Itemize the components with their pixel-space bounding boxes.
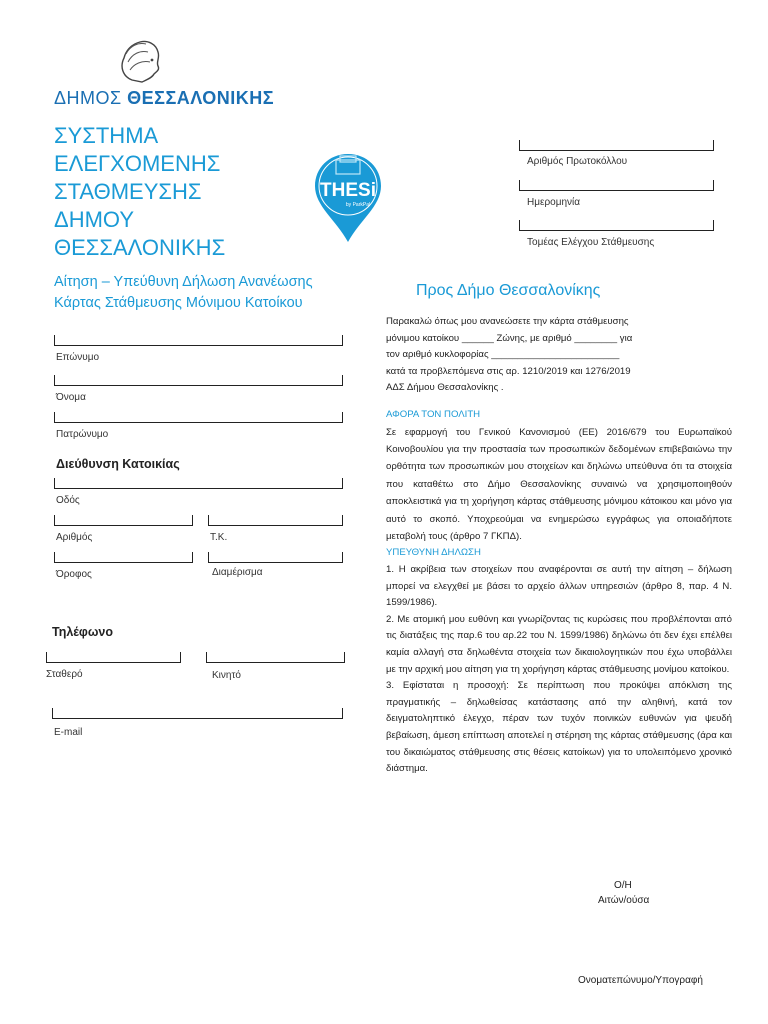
floor-field[interactable] <box>54 552 194 568</box>
citizen-section <box>386 407 732 778</box>
surname-label: Επώνυμο <box>56 352 100 363</box>
postal-code-label: Τ.Κ. <box>210 532 228 543</box>
declaration-item: 2. Με ατομική μου ευθύνη και γνωρίζοντας τις κυρώσεις που προβλέπονται από τις διατάξεις της παρ.6 του αρ.22 του Ν. 1599/1986) δηλώνω ότι δεν έχει επέλθει καμία αλλαγή στα δηλωθέντα στοιχεία των δικαιολογητικών που έχω υποβάλλει με την αρχική μου αίτηση για τη χορήγηση κάρτας στάθμευσης μονίμου κατοίκου. <box>386 613 732 675</box>
municipality-name: ΘΕΣΣΑΛΟΝΙΚΗΣ <box>127 88 275 108</box>
request-line: μόνιμου κατοίκου ______ Ζώνης, με αριθμό ________ για <box>386 332 633 344</box>
address-heading: Διεύθυνση Κατοικίας <box>56 457 180 471</box>
declaration-item: 1. Η ακρίβεια των στοιχείων που αναφέρονται σε αυτή την αίτηση – δήλωση μπορεί να ελεγχθεί με βάσει το αρχείο άλλων υπηρεσιών (άρθρο 8, παρ. 4 Ν. 1599/1986). <box>386 564 732 609</box>
name-label: Όνομα <box>56 392 86 403</box>
request-line: τον αριθμό κυκλοφορίας ________________________ <box>386 349 620 361</box>
protocol-label: Αριθμός Πρωτοκόλλου <box>527 156 628 167</box>
thesi-logo-sub: by ParkPal <box>345 202 371 208</box>
number-field[interactable] <box>54 515 194 531</box>
form-subtitle-line: Αίτηση – Υπεύθυνη Δήλωση Ανανέωσης <box>54 274 313 290</box>
street-label: Οδός <box>56 495 80 506</box>
system-title-line: ΣΤΑΘΜΕΥΣΗΣ <box>54 179 202 204</box>
sector-field[interactable] <box>519 220 715 236</box>
father-name-field[interactable] <box>54 412 344 428</box>
mobile-field[interactable] <box>206 652 346 668</box>
surname-field[interactable] <box>54 335 344 351</box>
signature-label: Ονοματεπώνυμο/Υπογραφή <box>578 975 703 986</box>
request-line: Παρακαλώ όπως μου ανανεώσετε την κάρτα στάθμευσης <box>386 316 629 327</box>
system-title-line: ΘΕΣΣΑΛΟΝΙΚΗΣ <box>54 235 226 260</box>
declaration-heading: ΥΠΕΥΘΥΝΗ ΔΗΛΩΣΗ <box>386 547 481 559</box>
recipient-title: Προς Δήμο Θεσσαλονίκης <box>416 282 601 299</box>
form-subtitle <box>54 272 313 314</box>
municipality-prefix: ΔΗΜΟΣ <box>54 88 122 108</box>
thesi-logo <box>312 152 384 246</box>
floor-label: Όροφος <box>56 569 92 580</box>
municipality-emblem <box>112 36 168 86</box>
request-line: κατά τα προβλεπόμενα στις αρ. 1210/2019 και 1276/2019 <box>386 365 631 377</box>
apartment-label: Διαμέρισμα <box>212 567 263 578</box>
date-label: Ημερομηνία <box>527 197 581 208</box>
postal-code-field[interactable] <box>208 515 344 531</box>
thesi-logo-text: THESi <box>320 180 376 201</box>
request-line: ΑΔΣ Δήμου Θεσσαλονίκης . <box>386 382 504 394</box>
father-name-label: Πατρώνυμο <box>56 429 109 440</box>
citizen-text: Σε εφαρμογή του Γενικού Κανονισμού (ΕΕ) 2016/679 του Ευρωπαϊκού Κοινοβουλίου για την προστασία των προσωπικών δεδομένων επιβεβαιώνω την ορθότητα των προσωπικών μου στοιχείων και δηλώνω υπεύθυνα ότι τα στοιχεία που καταθέτω στο Δήμο Θεσσαλονίκης συναινώ να χρησιμοποιηθούν αποκλειστικά για τη χορήγηση κάρτας στάθμευσης μόνιμου κάτοικου και μόνο για αυτό το σκοπό. Υποχρεούμαι να ενημερώσω εγγράφως για οποιαδήποτε μεταβολή τους (άρθρο 7 ΓΚΠΔ). <box>386 426 732 543</box>
system-title-line: ΔΗΜΟΥ <box>54 207 134 232</box>
phone-heading: Τηλέφωνο <box>52 625 114 639</box>
apartment-field[interactable] <box>208 552 344 568</box>
system-title-line: ΕΛΕΓΧΟΜΕΝΗΣ <box>54 151 221 176</box>
protocol-field[interactable] <box>519 140 715 156</box>
name-field[interactable] <box>54 375 344 391</box>
citizen-heading: ΑΦΟΡΑ ΤΟΝ ΠΟΛΙΤΗ <box>386 409 481 420</box>
system-title-line: ΣΥΣΤΗΜΑ <box>54 123 159 148</box>
applicant-line-1: Ο/Η <box>614 880 632 891</box>
form-subtitle-line: Κάρτας Στάθμευσης Μόνιμου Κατοίκου <box>54 295 303 311</box>
declaration-item: 3. Εφίσταται η προσοχή: Σε περίπτωση που προκύψει απόκλιση της πραγματικής – δηλωθείσας κατάστασης από την αληθινή, κατά τον δειγματοληπτικό έλεγχο, πέραν των τυχόν ποινικών ευθυνών για ψευδή βεβαίωση, άμεση επίπτωση αποτελεί η στέρηση της κάρτας στάθμευσης (άρα και του δικαιώματος στάθμευσης στις θέσεις κατοίκων) για το υπολειπόμενο χρονικό διάστημα. <box>386 680 732 775</box>
date-field[interactable] <box>519 180 715 196</box>
street-field[interactable] <box>54 478 344 494</box>
applicant-line-2: Αιτών/ούσα <box>598 895 650 906</box>
landline-label: Σταθερό <box>46 669 83 680</box>
email-label: E-mail <box>54 727 83 738</box>
municipality-logo-text <box>54 88 274 109</box>
sector-label: Τομέας Ελέγχου Στάθμευσης <box>527 237 655 248</box>
number-label: Αριθμός <box>56 532 93 543</box>
email-field[interactable] <box>52 708 344 724</box>
request-text <box>386 314 732 397</box>
system-title <box>54 122 225 262</box>
landline-field[interactable] <box>46 652 182 668</box>
mobile-label: Κινητό <box>212 670 241 681</box>
